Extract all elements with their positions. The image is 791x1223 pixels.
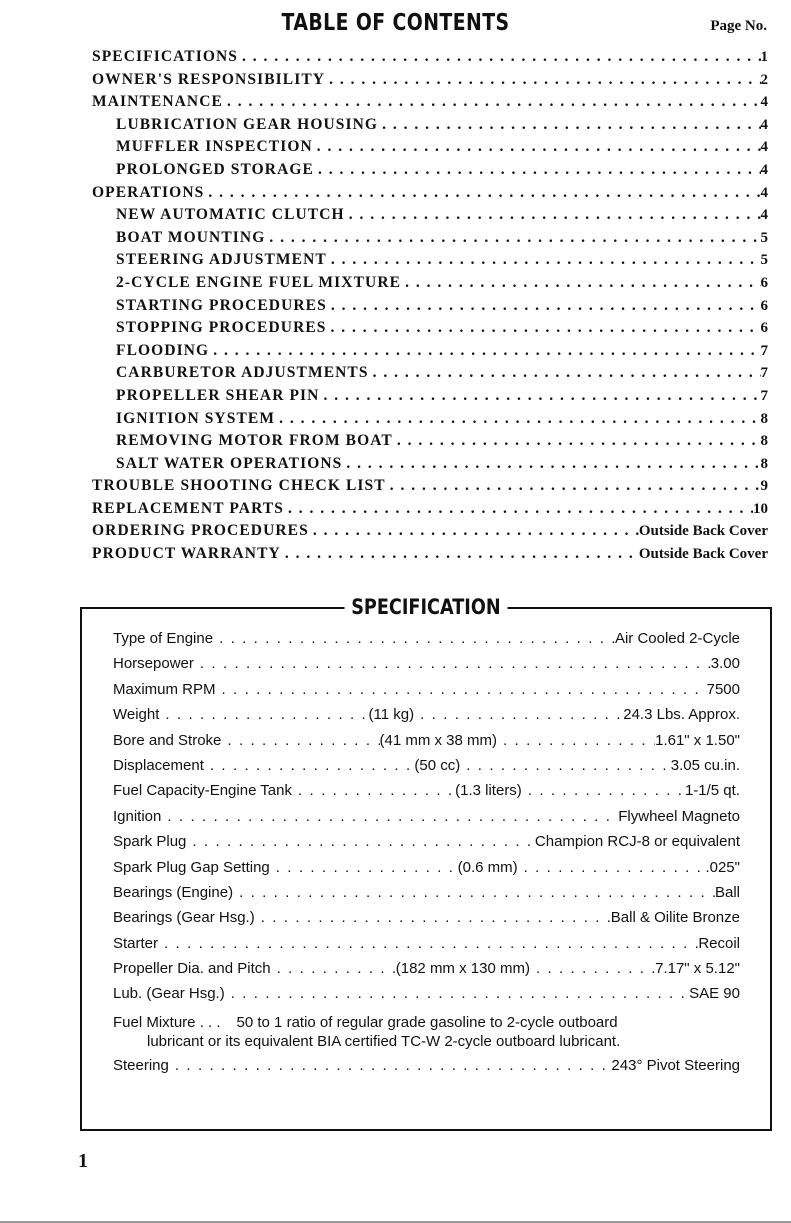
spec-value: 243° Pivot Steering <box>611 1056 740 1074</box>
leader-dots <box>270 859 458 876</box>
toc-entry <box>92 387 768 410</box>
toc-entry-page: Outside Back Cover <box>638 523 768 540</box>
toc-entry-page: 5 <box>760 229 768 246</box>
toc-title: TABLE OF CONTENTS <box>281 10 510 36</box>
toc-entry-page: 4 <box>760 161 768 178</box>
toc-entry-page: 6 <box>760 297 768 314</box>
spec-metric: (1.3 liters) <box>455 782 522 800</box>
leader-dots <box>497 732 655 749</box>
spec-row <box>113 909 740 934</box>
leader-dots <box>314 161 761 179</box>
toc-entry-label: MUFFLER INSPECTION <box>116 138 313 156</box>
toc-entry-page: 8 <box>760 410 768 427</box>
toc-entry-label: IGNITION SYSTEM <box>116 409 276 427</box>
leader-dots <box>238 48 760 66</box>
toc-entry-page: 1 <box>760 49 768 65</box>
spec-value: 1.61" x 1.50" <box>655 731 740 749</box>
spec-value: SAE 90 <box>689 985 740 1003</box>
toc-entry-page: 2 <box>760 71 768 88</box>
spec-label: Bearings (Gear Hsg.) <box>113 909 255 927</box>
toc-entry-page: 8 <box>760 455 768 472</box>
leader-dots <box>325 71 760 89</box>
toc-entry-label: CARBURETOR ADJUSTMENTS <box>116 364 369 382</box>
toc-entry-label: LUBRICATION GEAR HOUSING <box>116 115 379 133</box>
fuel-mixture-label: Fuel Mixture . . . <box>113 1013 221 1031</box>
leader-dots <box>327 251 761 269</box>
spec-label: Spark Plug Gap Setting <box>113 858 270 876</box>
spec-label: Type of Engine <box>113 630 214 647</box>
fuel-mixture-line2: lubricant or its equivalent BIA certified TC-W 2-cycle outboard lubricant. <box>147 1032 621 1050</box>
leader-dots <box>216 681 707 698</box>
spec-list <box>113 630 740 1082</box>
leader-dots <box>369 364 761 382</box>
spec-title-wrap <box>0 595 791 619</box>
toc-entry <box>92 319 768 342</box>
toc-entry <box>92 184 768 207</box>
toc-entry <box>92 116 768 139</box>
spec-title: SPECIFICATION <box>344 595 507 619</box>
leader-dots <box>518 859 706 876</box>
toc-entry-label: STOPPING PROCEDURES <box>116 319 327 337</box>
toc-entry-label: MAINTENANCE <box>92 93 223 111</box>
leader-dots <box>186 833 535 850</box>
toc-entry-label: 2-CYCLE ENGINE FUEL MIXTURE <box>116 273 402 291</box>
spec-metric: (41 mm x 38 mm) <box>379 731 498 749</box>
spec-value: 7.17" x 5.12" <box>655 960 740 978</box>
toc-entry-label: PRODUCT WARRANTY <box>92 545 281 563</box>
toc-entry-label: ORDERING PROCEDURES <box>92 522 309 540</box>
toc-entry <box>92 410 768 433</box>
toc-entry-page: 4 <box>760 94 768 111</box>
spec-row <box>113 655 740 680</box>
spec-value: 24.3 Lbs. Approx. <box>623 706 740 724</box>
leader-dots <box>204 184 760 202</box>
spec-label: Fuel Capacity-Engine Tank <box>113 782 292 800</box>
spec-label: Starter <box>113 934 159 952</box>
spec-row <box>113 782 740 807</box>
toc-entry-page: 6 <box>760 274 768 291</box>
toc-entry-label: SALT WATER OPERATIONS <box>116 454 343 472</box>
toc-entry-label: OWNER'S RESPONSIBILITY <box>92 70 326 88</box>
spec-value: Recoil <box>698 934 740 952</box>
leader-dots <box>159 706 368 723</box>
toc-entry-page: 4 <box>760 184 768 201</box>
leader-dots <box>378 116 760 134</box>
spec-value: Ball & Oilite Bronze <box>610 909 740 927</box>
spec-value: 3.05 cu.in. <box>670 756 740 774</box>
spec-row <box>113 732 740 757</box>
toc-entry-label: REMOVING MOTOR FROM BOAT <box>116 432 393 450</box>
leader-dots <box>327 319 761 337</box>
leader-dots <box>342 455 760 473</box>
spec-metric: (182 mm x 130 mm) <box>395 960 530 978</box>
leader-dots <box>319 387 760 405</box>
spec-row <box>113 935 740 960</box>
fuel-mixture-note <box>113 1013 740 1057</box>
spec-label: Maximum RPM <box>113 680 216 698</box>
spec-metric: (0.6 mm) <box>457 858 518 876</box>
toc-entry <box>92 48 768 71</box>
spec-value: 1-1/5 qt. <box>684 782 740 800</box>
toc-entry-page: 7 <box>760 365 768 382</box>
leader-dots <box>313 138 761 156</box>
leader-dots <box>460 757 671 774</box>
toc-entry-page: 9 <box>760 478 768 495</box>
toc-entry <box>92 522 768 545</box>
toc-entry-label: PROPELLER SHEAR PIN <box>116 386 320 404</box>
spec-row <box>113 757 740 782</box>
spec-label: Steering <box>113 1056 169 1074</box>
spec-value: Air Cooled 2-Cycle <box>614 630 740 647</box>
toc-entry-label: NEW AUTOMATIC CLUTCH <box>116 206 345 224</box>
spec-value: Champion RCJ-8 or equivalent <box>534 833 740 851</box>
leader-dots <box>209 342 760 360</box>
spec-label: Spark Plug <box>113 833 187 851</box>
spec-label: Weight <box>113 706 160 724</box>
leader-dots <box>284 500 753 518</box>
spec-row <box>113 706 740 731</box>
spec-label: Ignition <box>113 807 162 825</box>
spec-label: Bore and Stroke <box>113 731 222 749</box>
leader-dots <box>225 985 689 1002</box>
toc-entry <box>92 455 768 478</box>
toc-entry <box>92 297 768 320</box>
toc-entry-label: PROLONGED STORAGE <box>116 160 314 178</box>
toc-entry-page: 4 <box>760 139 768 156</box>
toc-entry-label: FLOODING <box>116 341 210 359</box>
toc-entry-page: 5 <box>760 252 768 269</box>
leader-dots <box>345 206 761 224</box>
toc-entry <box>92 138 768 161</box>
toc-entry <box>92 364 768 387</box>
toc-entry <box>92 274 768 297</box>
leader-dots <box>161 808 618 825</box>
spec-value: Flywheel Magneto <box>618 807 740 825</box>
toc-entry <box>92 477 768 500</box>
toc-entry-label: BOAT MOUNTING <box>116 228 266 246</box>
spec-label: Propeller Dia. and Pitch <box>113 960 271 978</box>
leader-dots <box>169 1057 612 1074</box>
spec-rows <box>113 630 740 1011</box>
spec-row <box>113 985 740 1010</box>
spec-row <box>113 960 740 985</box>
leader-dots <box>158 935 698 952</box>
spec-value: .025" <box>705 858 740 876</box>
leader-dots <box>204 757 415 774</box>
toc-entry-label: REPLACEMENT PARTS <box>92 499 284 517</box>
spec-value: 3.00 <box>710 655 740 673</box>
leader-dots <box>255 909 611 926</box>
spec-value: 7500 <box>706 680 740 698</box>
toc-entry <box>92 161 768 184</box>
toc-entry <box>92 251 768 274</box>
spec-row <box>113 884 740 909</box>
toc-entry-page: Outside Back Cover <box>638 546 768 563</box>
toc-entry-page: 8 <box>760 433 768 450</box>
spec-row <box>113 681 740 706</box>
toc-entry-page: 4 <box>760 116 768 133</box>
spec-label: Lub. (Gear Hsg.) <box>113 985 225 1003</box>
fuel-mixture-line1: 50 to 1 ratio of regular grade gasoline to 2-cycle outboard <box>236 1013 618 1031</box>
spec-value: Ball <box>714 883 740 901</box>
page-number: 1 <box>78 1150 88 1172</box>
toc-entry-page: 6 <box>760 320 768 337</box>
leader-dots <box>275 410 760 428</box>
leader-dots <box>221 732 379 749</box>
toc-entry <box>92 93 768 116</box>
spec-row <box>113 859 740 884</box>
page-no-header: Page No. <box>710 18 767 34</box>
toc-entry <box>92 545 768 568</box>
leader-dots <box>401 274 760 292</box>
toc-entry <box>92 229 768 252</box>
toc-entry-page: 7 <box>760 342 768 359</box>
spec-metric: (50 cc) <box>414 756 461 774</box>
toc-entry <box>92 71 768 94</box>
spec-label: Bearings (Engine) <box>113 883 234 901</box>
toc-entry <box>92 500 768 523</box>
toc-entry-page: 10 <box>753 500 768 517</box>
toc-entry-label: OPERATIONS <box>92 183 205 201</box>
spec-row-steering <box>113 1057 740 1082</box>
spec-row <box>113 833 740 858</box>
leader-dots <box>522 782 685 799</box>
toc-entry-label: STEERING ADJUSTMENT <box>116 251 327 269</box>
leader-dots <box>386 477 761 495</box>
spec-row <box>113 808 740 833</box>
toc-entry-page: 4 <box>760 207 768 224</box>
spec-label: Horsepower <box>113 655 194 673</box>
spec-label: Displacement <box>113 756 204 774</box>
leader-dots <box>292 782 455 799</box>
leader-dots <box>281 545 639 563</box>
spec-metric: (11 kg) <box>368 706 415 724</box>
toc-entry <box>92 432 768 455</box>
leader-dots <box>223 93 761 111</box>
toc-entry <box>92 342 768 365</box>
leader-dots <box>271 960 396 977</box>
leader-dots <box>393 432 761 450</box>
leader-dots <box>530 960 655 977</box>
leader-dots <box>414 706 623 723</box>
toc-entry-page: 7 <box>760 387 768 404</box>
spec-row <box>113 630 740 655</box>
toc-entry-label: SPECIFICATIONS <box>92 48 239 65</box>
leader-dots <box>233 884 715 901</box>
toc-entry <box>92 206 768 229</box>
leader-dots <box>194 655 711 672</box>
toc-entry-label: TROUBLE SHOOTING CHECK LIST <box>92 477 386 495</box>
leader-dots <box>327 297 761 315</box>
leader-dots <box>265 229 760 247</box>
toc-list <box>92 48 768 568</box>
leader-dots <box>213 630 615 647</box>
toc-entry-label: STARTING PROCEDURES <box>116 296 327 314</box>
leader-dots <box>309 522 639 540</box>
